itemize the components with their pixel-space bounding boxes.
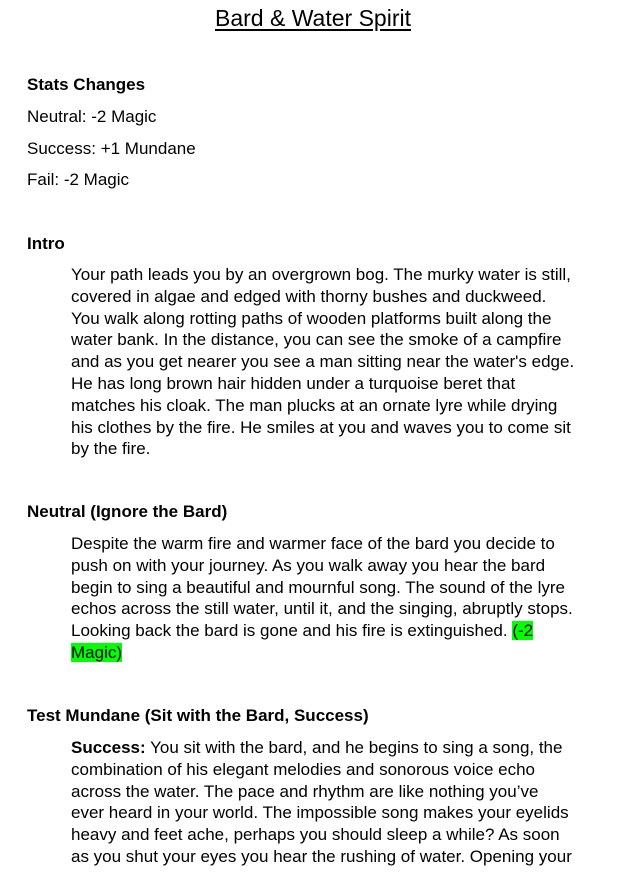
neutral-line: Despite the warm fire and warmer face of the bard you decide to	[71, 534, 555, 553]
test-line: ever heard in your world. The impossible song makes your eyelids	[71, 803, 569, 823]
neutral-heading: Neutral (Ignore the Bard)	[27, 502, 228, 521]
stat-neutral: Neutral: -2 Magic	[27, 107, 157, 126]
test-line: across the water. The pace and rhythm are like nothing you’ve	[71, 781, 539, 801]
magic-change-highlight: Magic)	[71, 642, 123, 662]
neutral-line	[71, 642, 603, 664]
intro-paragraph	[71, 264, 603, 460]
neutral-line-text: Looking back the bard is gone and his fire is extinguished.	[71, 621, 513, 641]
test-line: combination of his elegant melodies and sonorous voice echo	[71, 759, 536, 779]
document-title	[0, 3, 626, 33]
intro-heading: Intro	[27, 234, 65, 253]
intro-line: water bank. In the distance, you can see the smoke of a campfire	[71, 330, 562, 350]
intro-line: matches his cloak. The man plucks at an ornate lyre while drying	[71, 395, 558, 415]
test-line	[71, 737, 603, 759]
stat-fail: Fail: -2 Magic	[27, 170, 130, 189]
intro-line: You walk along rotting paths of wooden platforms built along the	[71, 308, 552, 328]
intro-line: Your path leads you by an overgrown bog. The murky water is still,	[71, 265, 571, 284]
neutral-line: begin to sing a beautiful and mournful song. The sound of the lyre	[71, 577, 565, 597]
test-line: heavy and feet ache, perhaps you should sleep a while? As soon	[71, 825, 560, 845]
neutral-paragraph	[71, 533, 603, 664]
neutral-line: push on with your journey. As you walk away you hear the bard	[71, 555, 546, 575]
neutral-line: echos across the still water, until it, and the singing, abruptly stops.	[71, 599, 573, 619]
stat-success: Success: +1 Mundane	[27, 139, 196, 158]
neutral-line	[71, 620, 603, 642]
intro-line: and as you get nearer you see a man sitting near the water's edge.	[71, 352, 575, 372]
intro-line: covered in algae and edged with thorny bushes and duckweed.	[71, 286, 547, 306]
intro-line: his clothes by the fire. He smiles at you and waves you to come sit	[71, 417, 571, 437]
intro-line: He has long brown hair hidden under a turquoise beret that	[71, 373, 516, 393]
document-title-text: Bard & Water Spirit	[215, 5, 411, 31]
intro-line: by the fire.	[71, 439, 151, 459]
test-mundane-heading: Test Mundane (Sit with the Bard, Success)	[27, 706, 369, 725]
test-line-text: You sit with the bard, and he begins to sing a song, the	[145, 738, 563, 757]
magic-change-highlight: (-2	[512, 621, 534, 641]
success-label: Success:	[71, 738, 146, 757]
test-paragraph	[71, 737, 603, 868]
stats-heading: Stats Changes	[27, 75, 146, 94]
test-line: as you shut your eyes you hear the rushing of water. Opening your	[71, 846, 572, 866]
